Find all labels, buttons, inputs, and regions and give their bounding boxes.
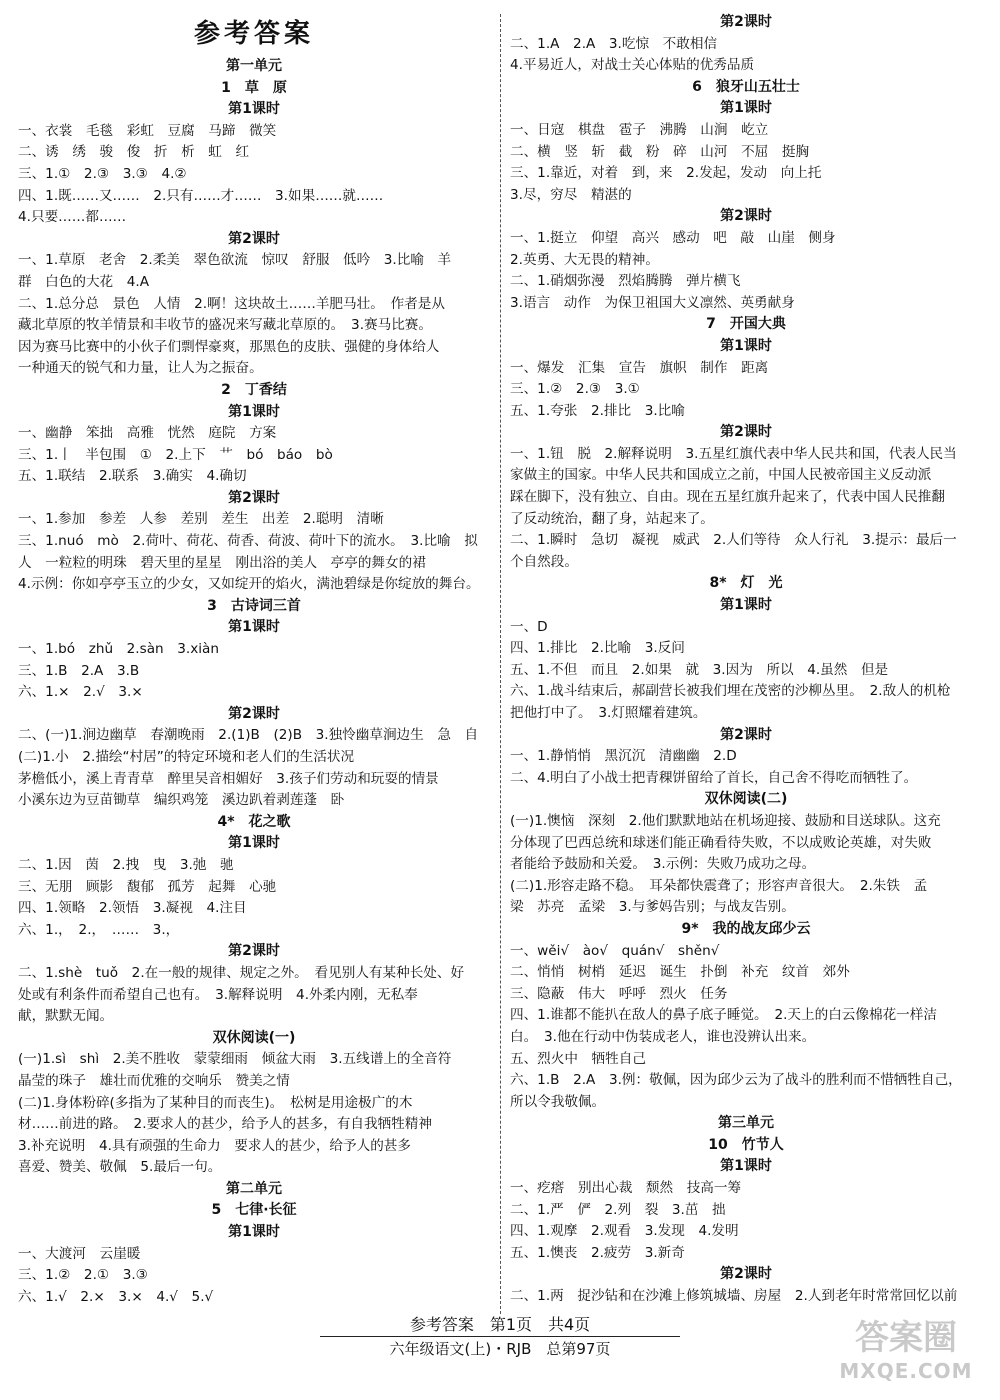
answer-line: 二、(一)1.涧边幽草 春潮晚雨 2.(1)B (2)B 3.独怜幽草涧边生 急 自 bbox=[18, 727, 479, 744]
answer-line: 三、1.nuó mò 2.荷叶、荷花、荷香、荷波、荷叶下的流水。 3.比喻 拟 bbox=[18, 533, 478, 550]
section-heading: 第一单元 bbox=[226, 58, 282, 74]
section-heading: 第2课时 bbox=[228, 489, 280, 506]
section-heading: 第2课时 bbox=[720, 208, 772, 225]
answer-line: 4.只要……都…… bbox=[18, 209, 127, 226]
answer-line: 二、4.明白了小战士把青稞饼留给了首长，自己舍不得吃而牺牲了。 bbox=[510, 769, 918, 786]
answer-line: 三、1.② 2.① 3.③ bbox=[18, 1267, 148, 1284]
section-heading: 第1课时 bbox=[228, 101, 280, 118]
answer-line: 一、wěi√ ào√ quán√ shěn√ bbox=[510, 942, 720, 959]
section-heading: 第1课时 bbox=[720, 100, 772, 117]
answer-line: 四、1.既……又…… 2.只有……才…… 3.如果……就…… bbox=[18, 187, 384, 204]
answer-line: 六、1.× 2.√ 3.× bbox=[18, 684, 143, 701]
answer-line: 一、D bbox=[510, 618, 548, 635]
answer-line: 因为赛马比赛中的小伙子们剽悍豪爽，那黑色的皮肤、强健的身体给人 bbox=[18, 338, 440, 355]
answer-line: 五、1.懊丧 2.疲劳 3.新奇 bbox=[510, 1244, 685, 1261]
answer-line: 晶莹的珠子 雄壮而优雅的交响乐 赞美之情 bbox=[18, 1072, 290, 1089]
watermark-text: 答案圈 bbox=[855, 1318, 957, 1358]
answer-line: 一、1.挺立 仰望 高兴 感动 吧 敲 山崖 侧身 bbox=[510, 229, 836, 246]
answer-line: 一、爆发 汇集 宣告 旗帜 制作 距离 bbox=[510, 359, 769, 376]
answer-line: 二、悄悄 树梢 延迟 诞生 扑倒 补充 纹首 郊外 bbox=[510, 964, 850, 981]
answer-line: 三、1.靠近，对着 到，来 2.发起，发动 向上托 bbox=[510, 165, 822, 182]
answer-line: 三、无朋 顾影 馥郁 孤芳 起舞 心驰 bbox=[18, 878, 277, 895]
footer-page-info: 参考答案 第1页 共4页 bbox=[409, 1315, 591, 1334]
answer-line: 梁 苏亮 孟梁 3.与爹妈告别；与战友告别。 bbox=[510, 899, 795, 916]
answer-line: (一)1.懊恼 深刻 2.他们默默地站在机场迎接、鼓励和目送球队。这充 bbox=[510, 812, 941, 829]
answer-line: 3.语言 动作 为保卫祖国大义凛然、英勇献身 bbox=[510, 294, 795, 311]
footer-rule bbox=[320, 1336, 680, 1337]
section-heading: 第2课时 bbox=[228, 230, 280, 247]
answer-line: 一、1.bó zhǔ 2.sàn 3.xiàn bbox=[18, 641, 219, 658]
answer-line: 白。 3.他在行动中伪装成老人，谁也没辨认出来。 bbox=[510, 1028, 816, 1045]
section-heading: 第2课时 bbox=[228, 943, 280, 960]
section-heading: 双休阅读(一) bbox=[212, 1029, 296, 1046]
answer-line: 茅檐低小，溪上青青草 醉里吴音相媚好 3.孩子们劳动和玩耍的情景 bbox=[18, 770, 439, 787]
section-heading: 8* 灯 光 bbox=[709, 575, 783, 592]
answer-line: 者能给予鼓励和关爱。 3.示例：失败乃成功之母。 bbox=[510, 856, 816, 873]
answer-line: 一、幽静 笨拙 高雅 恍然 庭院 方案 bbox=[18, 425, 277, 442]
answer-line: (二)1.形容走路不稳。 耳朵都快震聋了；形容声音很大。 2.朱铁 孟 bbox=[510, 877, 928, 894]
section-heading: 3 古诗词三首 bbox=[207, 597, 301, 614]
answer-line: 4.平易近人，对战士关心体贴的优秀品质 bbox=[510, 57, 755, 74]
section-heading: 双休阅读(二) bbox=[704, 791, 788, 808]
answer-line: 六、1.B 2.A 3.例：敬佩，因为邱少云为了战斗的胜利而不惜牺牲自己， bbox=[510, 1072, 962, 1089]
watermark-logo bbox=[826, 1318, 986, 1392]
answer-line: 4.示例：你如亭亭玉立的少女，又如绽开的焰火，满池碧绿是你绽放的舞台。 bbox=[18, 576, 480, 593]
answer-line: 个自然段。 bbox=[510, 553, 578, 570]
answer-line: 人 一粒粒的明珠 碧天里的星星 刚出浴的美人 亭亭的舞女的裙 bbox=[18, 554, 426, 571]
answer-line: 把他打中了。 3.灯照耀着建筑。 bbox=[510, 705, 707, 721]
section-heading: 第二单元 bbox=[226, 1180, 282, 1197]
answer-line: 六、1.战斗结束后，郝副营长被我们埋在茂密的沙柳丛里。 2.敌人的机枪 bbox=[510, 683, 951, 700]
answer-line: 二、1.瞬时 急切 凝视 威武 2.人们等待 众人行礼 3.提示：最后一 bbox=[510, 532, 957, 549]
answer-line: 2.英勇、大无畏的精神。 bbox=[510, 251, 659, 268]
answer-line: 六、1.√ 2.× 3.× 4.√ 5.√ bbox=[18, 1288, 214, 1305]
section-heading: 第1课时 bbox=[228, 403, 280, 420]
section-heading: 2 丁香结 bbox=[221, 381, 287, 398]
answer-line: 二、1.shè tuǒ 2.在一般的规律、规定之外。 看见别人有某种长处、好 bbox=[18, 964, 465, 981]
answer-line: 三、1.① 2.③ 3.③ 4.② bbox=[18, 165, 187, 182]
answer-line: 一、1.草原 老舍 2.柔美 翠色欲流 惊叹 舒服 低吟 3.比喻 羊 bbox=[18, 252, 452, 269]
section-heading: 第1课时 bbox=[720, 1158, 772, 1175]
section-heading: 1 草 原 bbox=[221, 79, 287, 96]
section-heading: 第1课时 bbox=[720, 597, 772, 614]
answer-line: 二、横 竖 斩 截 粉 碎 山河 不屈 挺胸 bbox=[510, 143, 810, 160]
answer-line: 三、1.② 2.③ 3.① bbox=[510, 381, 640, 398]
answer-line: 二、1.两 捉沙钻和在沙滩上修筑城墙、房屋 2.人到老年时常常回忆以前 bbox=[510, 1288, 958, 1305]
answer-line: 一、1.参加 参差 人参 差别 差生 出差 2.聪明 清晰 bbox=[18, 511, 384, 528]
answer-line: 二、1.总分总 景色 人情 2.啊！这块故土……羊肥马壮。 作者是从 bbox=[18, 295, 445, 312]
answer-line: 六、1.， 2.， …… 3.， bbox=[18, 921, 180, 938]
section-heading: 第1课时 bbox=[228, 835, 280, 852]
answer-line: 一、疙瘩 别出心裁 颓然 技高一筹 bbox=[510, 1180, 742, 1197]
answer-line: 一种通天的锐气和力量，让人为之振奋。 bbox=[18, 360, 263, 377]
answer-line: 献，默默无闻。 bbox=[18, 1008, 114, 1025]
answer-line: 3.补充说明 4.具有顽强的生命力 要求人的甚少，给予人的甚多 bbox=[18, 1137, 411, 1154]
answer-line: 所以令我敬佩。 bbox=[510, 1093, 606, 1110]
section-heading: 第1课时 bbox=[228, 619, 280, 636]
answer-line: 二、1.A 2.A 3.吃惊 不敢相信 bbox=[510, 35, 718, 52]
answer-line: 四、1.领略 2.领悟 3.凝视 4.注目 bbox=[18, 900, 247, 917]
answer-line: 处或有利条件而希望自己也有。 3.解释说明 4.外柔内刚，无私奉 bbox=[18, 986, 418, 1003]
answer-line: 一、1.静悄悄 黑沉沉 清幽幽 2.D bbox=[510, 748, 737, 765]
answer-line: (一)1.sì shì 2.美不胜收 蒙蒙细雨 倾盆大雨 3.五线谱上的全音符 bbox=[18, 1051, 452, 1068]
answer-line: 一、1.钮 脱 2.解释说明 3.五星红旗代表中华人民共和国，代表人民当 bbox=[510, 445, 957, 462]
answer-line: 一、大渡河 云崖暖 bbox=[18, 1245, 141, 1262]
answer-line: 二、1.硝烟弥漫 烈焰腾腾 弹片横飞 bbox=[510, 273, 741, 290]
left-column bbox=[18, 56, 490, 1308]
answer-line: 一、衣裳 毛毯 彩虹 豆腐 马蹄 微笑 bbox=[18, 122, 277, 139]
answer-line: 一、日寇 棋盘 雹子 沸腾 山涧 屹立 bbox=[510, 121, 769, 138]
section-heading: 4* 花之歌 bbox=[217, 813, 291, 830]
section-heading: 第2课时 bbox=[720, 424, 772, 441]
answer-line: 二、诱 绣 骏 俊 折 析 虹 红 bbox=[18, 144, 250, 161]
watermark-domain: MXQE.COM bbox=[839, 1359, 973, 1383]
answer-line: 五、1.联结 2.联系 3.确实 4.确切 bbox=[18, 468, 247, 485]
section-heading: 第2课时 bbox=[720, 14, 772, 30]
answer-line: 小溪东边为豆苗锄草 编织鸡笼 溪边趴着剥莲蓬 卧 bbox=[18, 792, 345, 809]
answer-line: 3.尽，穷尽 精湛的 bbox=[510, 186, 632, 203]
section-heading: 7 开国大典 bbox=[706, 316, 786, 333]
answer-line: (二)1.小 2.描绘“村居”的特定环境和老人们的生活状况 bbox=[18, 749, 355, 765]
column-divider bbox=[500, 14, 501, 1314]
answer-line: (二)1.身体粉碎(多指为了某种目的而丧生)。 松树是用途极广的木 bbox=[18, 1094, 413, 1111]
answer-line: 分体现了巴西总统和球迷们能正确看待失败，不以成败论英雄，对失败 bbox=[510, 834, 932, 851]
section-heading: 第三单元 bbox=[718, 1115, 774, 1132]
answer-line: 五、1.夸张 2.排比 3.比喻 bbox=[510, 402, 685, 419]
answer-line: 三、1.B 2.A 3.B bbox=[18, 662, 140, 679]
section-heading: 10 竹节人 bbox=[708, 1136, 784, 1153]
answer-line: 家做主的国家。中华人民共和国成立之前，中国人民被帝国主义反动派 bbox=[510, 467, 932, 484]
section-heading: 第2课时 bbox=[720, 726, 772, 743]
section-heading: 第1课时 bbox=[228, 1224, 280, 1241]
page-title: 参考答案 bbox=[193, 19, 314, 49]
section-heading: 9* 我的战友邱少云 bbox=[681, 920, 811, 937]
answer-line: 二、1.因 茵 2.拽 曳 3.弛 驰 bbox=[18, 856, 234, 873]
answer-line: 二、1.严 俨 2.列 裂 3.茁 拙 bbox=[510, 1201, 726, 1218]
right-column bbox=[510, 12, 982, 1308]
answer-line: 藏北草原的牧羊情景和丰收节的盛况来写藏北草原的。 3.赛马比赛。 bbox=[18, 317, 432, 334]
answer-line: 喜爱、赞美、敬佩 5.最后一句。 bbox=[18, 1159, 222, 1176]
answer-line: 三、1.丨 半包围 ① 2.上下 艹 bó báo bò bbox=[18, 446, 333, 463]
answer-line: 四、1.排比 2.比喻 3.反问 bbox=[510, 640, 685, 657]
answer-line: 三、隐蔽 伟大 呼呼 烈火 任务 bbox=[510, 985, 728, 1002]
answer-line: 了反动统治，翻了身，站起来了。 bbox=[510, 510, 714, 527]
section-heading: 第2课时 bbox=[228, 705, 280, 722]
answer-line: 五、1.不但 而且 2.如果 就 3.因为 所以 4.虽然 但是 bbox=[510, 661, 889, 678]
section-heading: 6 狼牙山五壮士 bbox=[692, 78, 800, 95]
answer-line: 材……前进的路。 2.要求人的甚少，给予人的甚多，有自我牺牲精神 bbox=[18, 1116, 432, 1133]
answer-line: 四、1.谁都不能扒在敌人的鼻子底子睡觉。 2.天上的白云像棉花一样洁 bbox=[510, 1007, 937, 1024]
section-heading: 5 七律·长征 bbox=[211, 1202, 297, 1219]
answer-line: 四、1.观摩 2.观看 3.发现 4.发明 bbox=[510, 1223, 739, 1240]
section-heading: 第2课时 bbox=[720, 1266, 772, 1283]
answer-line: 踩在脚下，没有独立、自由。现在五星红旗升起来了，代表中国人民推翻 bbox=[510, 489, 945, 506]
answer-line: 五、烈火中 牺牲自己 bbox=[510, 1050, 646, 1067]
answer-line: 群 白色的大花 4.A bbox=[18, 273, 150, 290]
footer-book-info: 六年级语文(上)・RJB 总第97页 bbox=[389, 1340, 611, 1358]
section-heading: 第1课时 bbox=[720, 337, 772, 354]
